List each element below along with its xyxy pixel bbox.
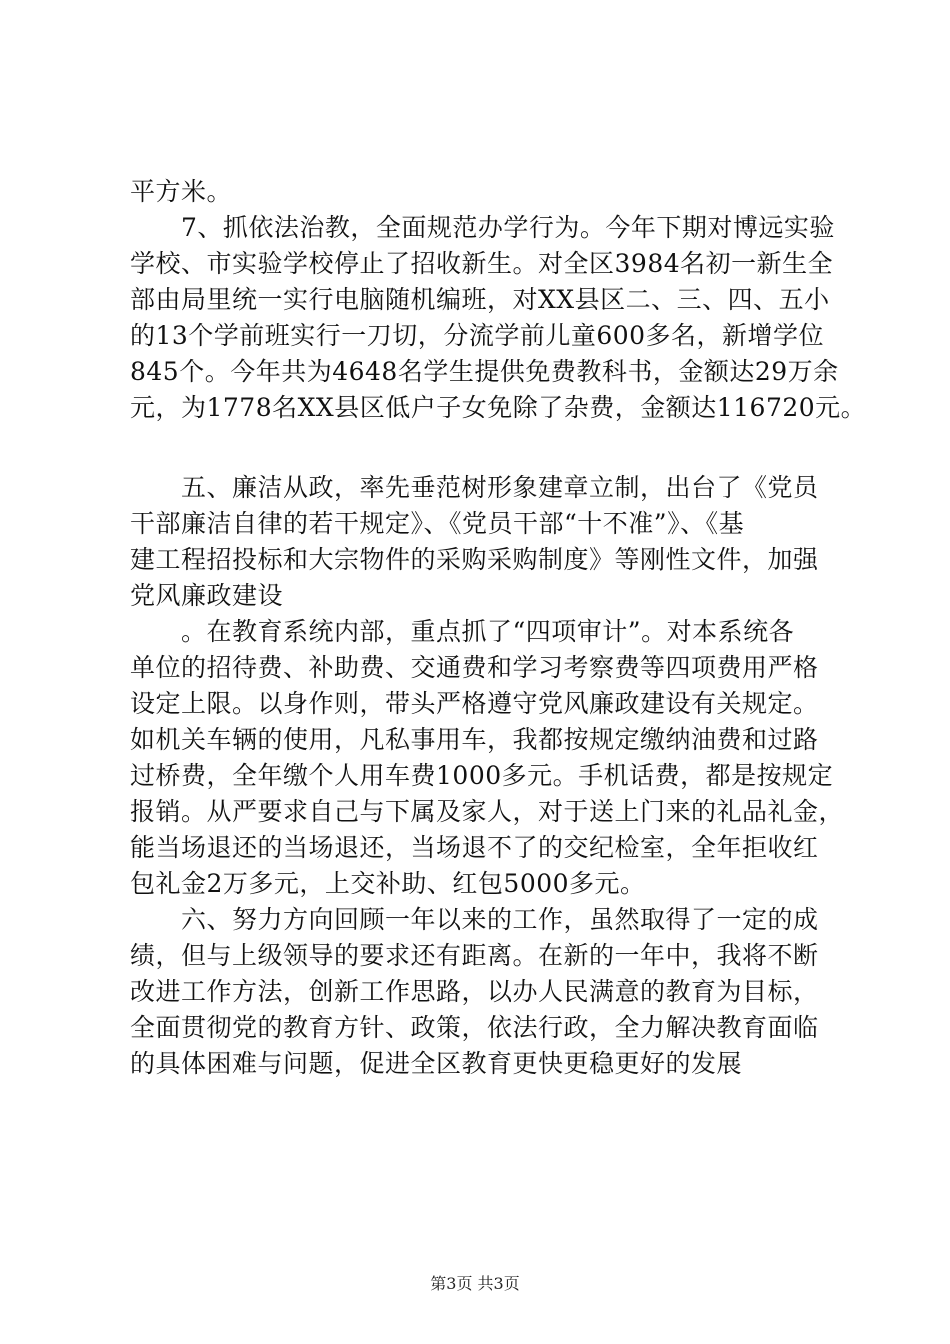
text-line: 全面贯彻党的教育方针、政策，依法行政，全力解决教育面临	[130, 1013, 819, 1042]
text-line: 如机关车辆的使用，凡私事用车，我都按规定缴纳油费和过路	[130, 725, 819, 754]
text-line: 845个。今年共为4648名学生提供免费教科书，金额达29万余	[130, 357, 839, 386]
text-line: 。在教育系统内部，重点抓了“四项审计”。对本系统各	[130, 617, 795, 646]
text-line: 能当场退还的当场退还，当场退不了的交纪检室，全年拒收红	[130, 833, 819, 862]
page-footer: 第3页 共3页	[430, 1274, 520, 1293]
text-line: 元，为1778名XX县区低户子女免除了杂费，金额达116720元。	[130, 393, 867, 422]
text-line: 报销。从严要求自己与下属及家人，对于送上门来的礼品礼金，	[130, 797, 845, 826]
text-line: 干部廉洁自律的若干规定》、《党员干部“十不准”》、《基	[130, 509, 745, 538]
text-line: 部由局里统一实行电脑随机编班，对XX县区二、三、四、五小	[130, 285, 830, 314]
text-line: 绩，但与上级领导的要求还有距离。在新的一年中，我将不断	[130, 941, 819, 970]
text-line: 过桥费，全年缴个人用车费1000多元。手机话费，都是按规定	[130, 761, 834, 790]
text-line: 的13个学前班实行一刀切，分流学前儿童600多名，新增学位	[130, 321, 825, 350]
text-line: 五、廉洁从政，率先垂范树形象建章立制，出台了《党员	[130, 473, 819, 502]
text-line: 设定上限。以身作则，带头严格遵守党风廉政建设有关规定。	[130, 689, 819, 718]
text-line: 建工程招投标和大宗物件的采购采购制度》等刚性文件，加强	[130, 545, 819, 574]
text-line: 单位的招待费、补助费、交通费和学习考察费等四项费用严格	[130, 653, 819, 682]
text-line: 的具体困难与问题，促进全区教育更快更稳更好的发展	[130, 1049, 743, 1078]
text-line: 平方米。	[130, 177, 233, 206]
text-line: 党风廉政建设	[130, 581, 284, 610]
text-line: 7、抓依法治教，全面规范办学行为。今年下期对博远实验	[130, 213, 835, 242]
text-line: 改进工作方法，创新工作思路，以办人民满意的教育为目标，	[130, 977, 819, 1006]
text-line: 学校、市实验学校停止了招收新生。对全区3984名初一新生全	[130, 249, 834, 278]
text-line: 六、努力方向回顾一年以来的工作，虽然取得了一定的成	[130, 905, 819, 934]
text-line: 包礼金2万多元，上交补助、红包5000多元。	[130, 869, 646, 898]
